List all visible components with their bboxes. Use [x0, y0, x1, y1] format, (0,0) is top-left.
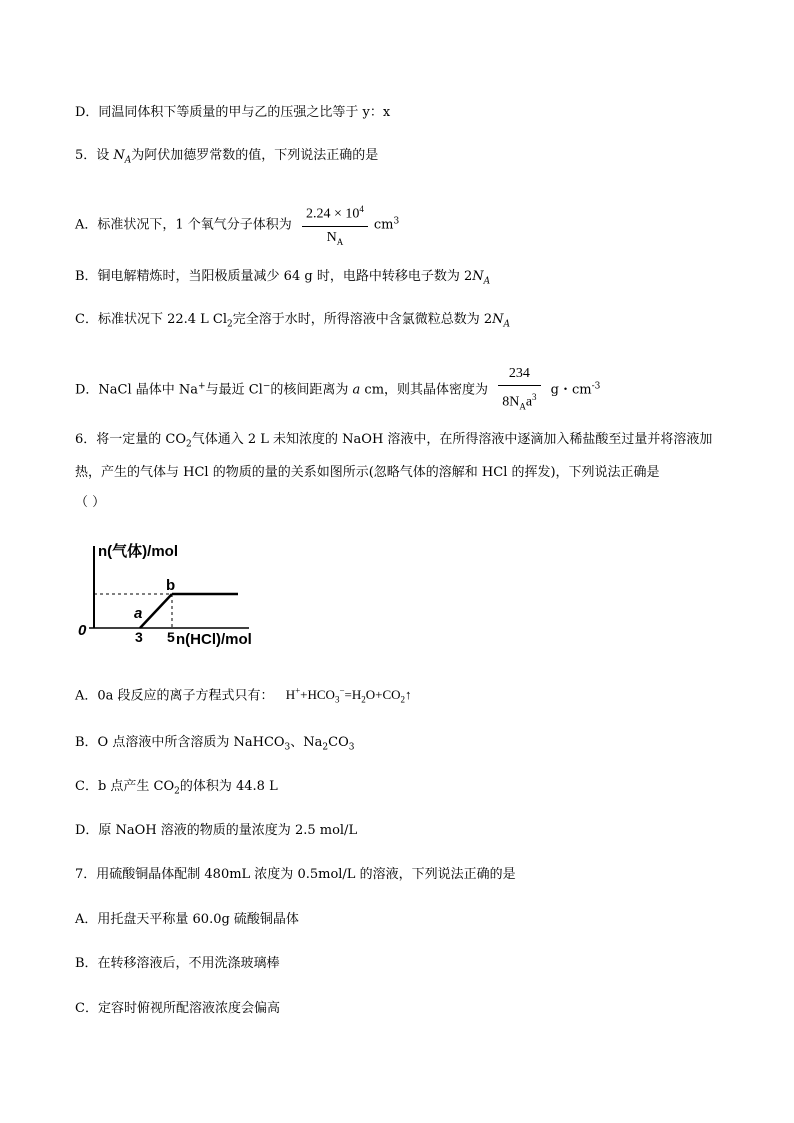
q5-option-a: A．标准状况下，1 个氧气分子体积为 $\frac{2.24 \times 10^4}{N_A}$ $cm^3$	[75, 200, 399, 250]
gas-hcl-graph	[74, 538, 274, 648]
q7-option-b: B．在转移溶液后，不用洗涤玻璃棒	[75, 956, 280, 971]
q7-option-c: C．定容时俯视所配溶液浓度会偏高	[75, 1001, 280, 1016]
tick-label-3: 3	[135, 629, 143, 645]
q6-option-a: A．0a 段反应的离子方程式只有： $H^++HCO_3^-=H_2O+CO_2↑$	[75, 686, 412, 705]
q5-option-c: C．标准状况下 22.4 L $Cl_2$完全溶于水时，所得溶液中含氯微粒总数为 $2N_A$	[75, 312, 511, 330]
fraction-density: $\frac{234}{8N_Aa^3}$	[498, 365, 540, 415]
y-axis-label: n(气体)/mol	[98, 543, 178, 560]
q7-stem: 7．用硫酸铜晶体配制 480mL 浓度为 0.5mol/L 的溶液，下列说法正确的是	[75, 867, 516, 882]
point-a-label: a	[134, 605, 143, 622]
q6-stem-line1: 6．将一定量的 $CO_2$气体通入 2 L 未知浓度的 NaOH 溶液中，在所得溶液中逐滴加入稀盐酸至过量并将溶液加	[75, 432, 713, 450]
q6-stem-line2: 热，产生的气体与 HCl 的物质的量的关系如图所示(忽略气体的溶解和 HCl 的挥发)，下列说法正确是	[75, 465, 660, 480]
q6-stem-line3: （ ）	[75, 495, 106, 510]
q4-option-d: D．同温同体积下等质量的甲与乙的压强之比等于 y：x	[75, 105, 391, 120]
tick-label-5: 5	[167, 629, 175, 645]
q7-option-a: A．用托盘天平称量 60.0g 硫酸铜晶体	[75, 912, 299, 927]
fraction-volume: $\frac{2.24 \times 10^4}{N_A}$	[302, 200, 368, 250]
point-b-label: b	[166, 577, 176, 594]
q5-option-d: D．NaCl 晶体中 Na+与最近 Cl−的核间距离为 a cm，则其晶体密度为 $\frac{234}{8N_Aa^3}$ g・$cm^{-3}$	[75, 365, 600, 415]
x-axis-label: n(HCl)/mol	[176, 631, 252, 648]
q5-stem: 5．设 $N_A$为阿伏加德罗常数的值，下列说法正确的是	[75, 148, 379, 166]
origin-label: 0	[78, 622, 87, 639]
q6-option-d: D．原 NaOH 溶液的物质的量浓度为 2.5 mol/L	[75, 823, 358, 838]
q6-option-b: B．O 点溶液中所含溶质为 NaHCO$_3$、$Na_2CO_3$	[75, 735, 355, 753]
q6-option-c: C．b 点产生 $CO_2$的体积为 44.8 L	[75, 779, 278, 797]
rising-segment	[140, 594, 172, 628]
q5-option-b: B．铜电解精炼时，当阳极质量减少 64 g 时，电路中转移电子数为 $2N_A$	[75, 269, 491, 287]
